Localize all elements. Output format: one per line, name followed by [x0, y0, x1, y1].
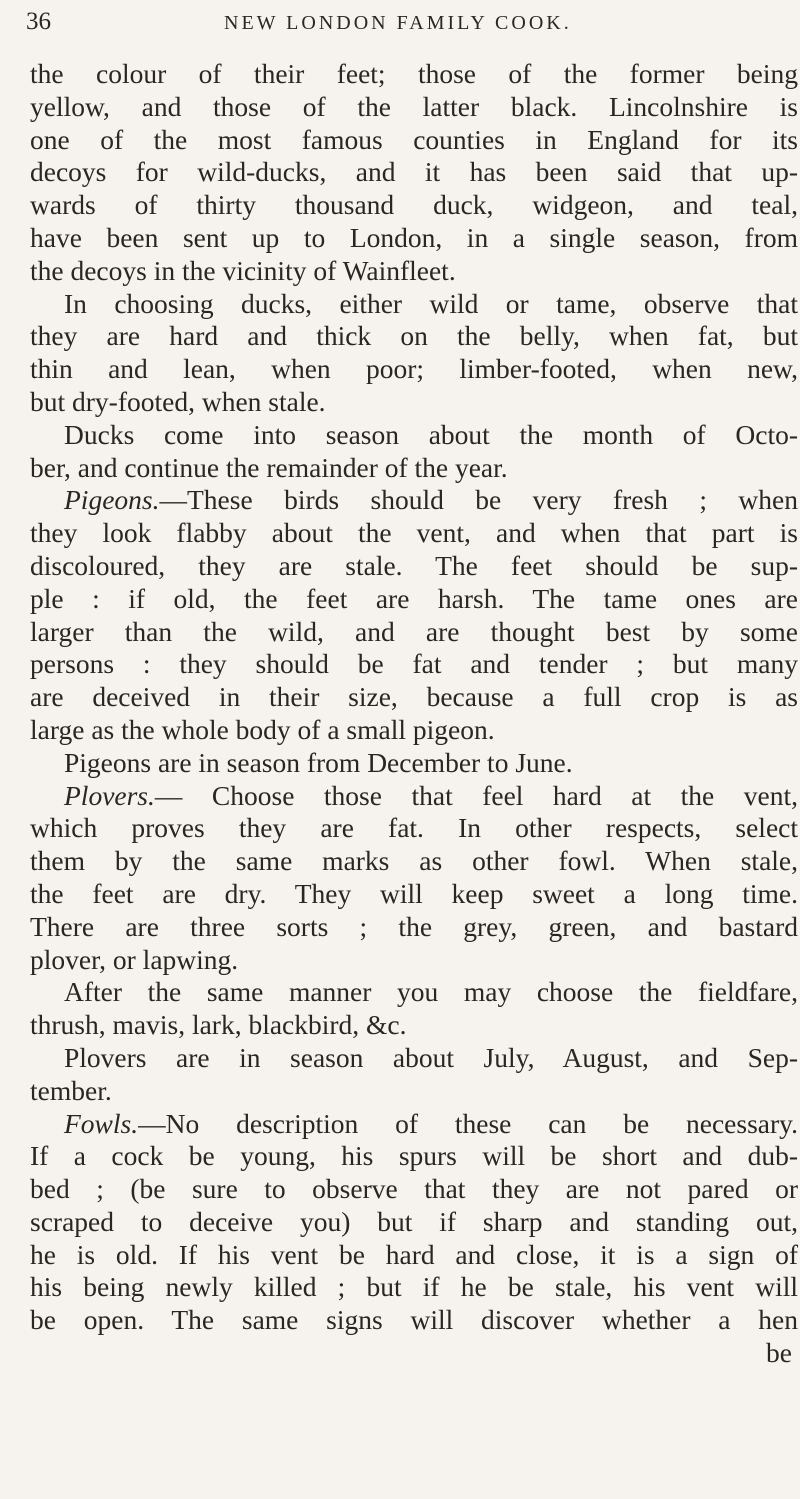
text-line: thrush, mavis, lark, blackbird, &c.: [30, 1009, 407, 1041]
running-head: NEW LONDON FAMILY COOK.: [224, 12, 572, 34]
text-line: If a cock be young, his spurs will be short and dub-: [30, 1140, 798, 1172]
catchword: be: [766, 1337, 792, 1369]
text-line: ber, and continue the remainder of the year.: [30, 451, 508, 483]
text-line: Pigeons are in season from December to June.: [64, 746, 573, 778]
text-line: bed ; (be sure to observe that they are not pared or: [30, 1173, 798, 1205]
section-heading-pigeons: Pigeons.: [64, 484, 160, 516]
text-line-plovers: [30, 780, 798, 813]
text-line: the decoys in the vicinity of Wainfleet.: [30, 254, 456, 286]
text-line-fowls: [30, 1108, 798, 1141]
text-line: them by the same marks as other fowl. When stale,: [30, 845, 798, 877]
text-line: plover, or lapwing.: [30, 943, 239, 975]
text-line: his being newly killed ; but if he be stale, his vent will: [30, 1271, 798, 1303]
text-line: discoloured, they are stale. The feet should be sup-: [30, 549, 798, 581]
text-line: have been sent up to London, in a single season, from: [30, 221, 798, 253]
text-line: which proves they are fat. In other respects, select: [30, 812, 798, 844]
text-line: After the same manner you may choose the fieldfare,: [64, 976, 798, 1008]
text-line: they look flabby about the vent, and when that part is: [30, 517, 798, 549]
text-line: Plovers are in season about July, August, and Sep-: [64, 1041, 798, 1073]
text-run: —No description of these can be necessary.: [138, 1107, 798, 1139]
text-line: the colour of their feet; those of the former being: [30, 58, 798, 89]
text-line: wards of thirty thousand duck, widgeon, and teal,: [30, 189, 798, 221]
text-line: tember.: [30, 1074, 112, 1106]
text-line: In choosing ducks, either wild or tame, observe that: [64, 287, 798, 319]
text-line: they are hard and thick on the belly, when fat, but: [30, 320, 798, 352]
text-line: thin and lean, when poor; limber-footed, when new,: [30, 353, 798, 385]
text-line: larger than the wild, and are thought best by some: [30, 615, 798, 647]
section-heading-plovers: Plovers.: [64, 779, 155, 811]
page-header: [26, 2, 798, 42]
text-line: Ducks come into season about the month of Octo-: [64, 418, 798, 450]
text-line: ple : if old, the feet are harsh. The tame ones are: [30, 582, 798, 614]
text-line: one of the most famous counties in England for its: [30, 123, 798, 155]
text-line: be open. The same signs will discover whether a hen: [30, 1304, 798, 1336]
text-line: but dry-footed, when stale.: [30, 385, 326, 417]
text-line: the feet are dry. They will keep sweet a long time.: [30, 877, 798, 909]
text-run: —These birds should be very fresh ; when: [159, 484, 798, 516]
body-text: [30, 58, 798, 1370]
text-line: persons : they should be fat and tender ; but many: [30, 648, 798, 680]
text-line: large as the whole body of a small pigeon.: [30, 713, 495, 745]
section-heading-fowls: Fowls.: [64, 1107, 139, 1139]
page-number: 36: [26, 8, 51, 35]
text-line: are deceived in their size, because a full crop is as: [30, 681, 798, 713]
text-line: he is old. If his vent be hard and close, it is a sign of: [30, 1238, 798, 1270]
text-line: yellow, and those of the latter black. Lincolnshire is: [30, 90, 798, 122]
text-line: There are three sorts ; the grey, green, and bastard: [30, 910, 798, 942]
text-line-pigeons: [30, 484, 798, 517]
text-line: scraped to deceive you) but if sharp and standing out,: [30, 1205, 798, 1237]
text-line: decoys for wild-ducks, and it has been said that up-: [30, 156, 798, 188]
text-run: — Choose those that feel hard at the vent,: [154, 779, 798, 811]
